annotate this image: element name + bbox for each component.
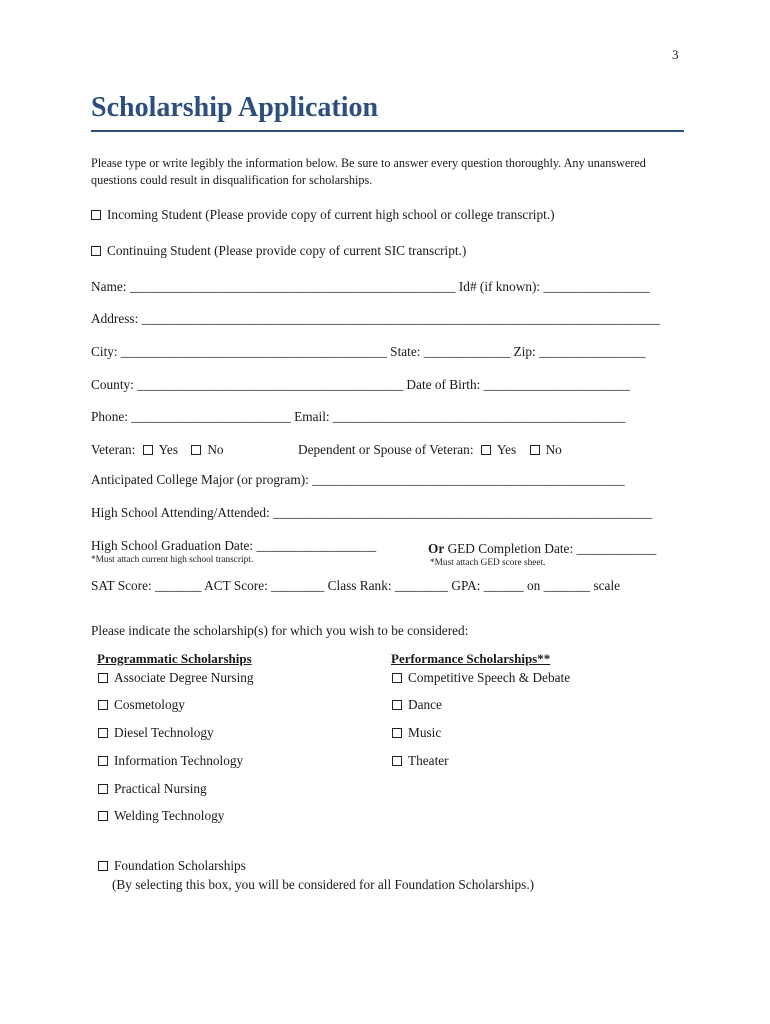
programmatic-heading: Programmatic Scholarships	[97, 651, 252, 666]
dependent-veteran-row	[298, 442, 562, 458]
programmatic-label: Cosmetology	[114, 697, 185, 712]
intro-text: Please type or write legibly the information below. Be sure to answer every question thoroughly. Any unanswered questions could result in disqualification for scholarships.	[91, 156, 646, 187]
performance-item	[392, 670, 570, 686]
incoming-student-checkbox[interactable]	[91, 210, 101, 220]
scholarship-prompt: Please indicate the scholarship(s) for which you wish to be considered:	[91, 623, 469, 638]
performance-label: Competitive Speech & Debate	[408, 670, 571, 685]
foundation-note: (By selecting this box, you will be considered for all Foundation Scholarships.)	[112, 877, 535, 892]
address-field[interactable]: Address: ______________________________________________________________________________	[91, 311, 661, 326]
performance-item	[392, 753, 449, 769]
programmatic-item	[98, 753, 243, 769]
foundation-label: Foundation Scholarships	[114, 858, 246, 873]
hs-transcript-note: *Must attach current high school transcript.	[91, 555, 254, 565]
programmatic-item	[98, 725, 214, 741]
programmatic-label: Information Technology	[114, 753, 244, 768]
performance-heading: Performance Scholarships**	[391, 651, 551, 666]
ged-completion-field[interactable]	[428, 541, 656, 557]
performance-item	[392, 725, 441, 741]
dependent-yes-label: Yes	[496, 442, 517, 457]
performance-checkbox[interactable]	[392, 756, 402, 766]
performance-checkbox[interactable]	[392, 673, 402, 683]
performance-label: Music	[408, 725, 442, 740]
page-title: Scholarship Application	[91, 92, 379, 123]
veteran-no-label: No	[207, 442, 224, 457]
phone-email-field[interactable]: Phone: ________________________ Email: ____________________________________________	[91, 409, 626, 424]
veteran-yes-checkbox[interactable]	[143, 445, 153, 455]
performance-checkbox[interactable]	[392, 728, 402, 738]
high-school-field[interactable]: High School Attending/Attended: _________________________________________________________	[91, 505, 653, 520]
name-id-field[interactable]: Name: _________________________________________________ Id# (if known): ________________	[91, 279, 650, 294]
dependent-no-label: No	[545, 442, 562, 457]
programmatic-item	[98, 808, 224, 824]
hs-graduation-field[interactable]: High School Graduation Date: __________________	[91, 538, 377, 553]
ged-score-note: *Must attach GED score sheet.	[430, 558, 546, 568]
dependent-veteran-label: Dependent or Spouse of Veteran:	[298, 442, 474, 457]
major-field[interactable]: Anticipated College Major (or program): _______________________________________________	[91, 472, 625, 487]
programmatic-label: Practical Nursing	[114, 781, 207, 796]
performance-label: Theater	[408, 753, 449, 768]
ged-completion-label: GED Completion Date: ____________	[447, 541, 657, 556]
programmatic-checkbox[interactable]	[98, 728, 108, 738]
veteran-row	[91, 442, 224, 458]
programmatic-checkbox[interactable]	[98, 673, 108, 683]
foundation-option	[98, 858, 246, 874]
programmatic-label: Welding Technology	[114, 808, 225, 823]
programmatic-item	[98, 781, 207, 797]
scores-field[interactable]: SAT Score: _______ ACT Score: ________ Class Rank: ________ GPA: ______ on _______ scale	[91, 578, 621, 593]
continuing-student-option	[91, 243, 466, 259]
programmatic-label: Associate Degree Nursing	[114, 670, 254, 685]
performance-checkbox[interactable]	[392, 700, 402, 710]
programmatic-label: Diesel Technology	[114, 725, 214, 740]
city-state-zip-field[interactable]: City: ________________________________________ State: _____________ Zip: ________________	[91, 344, 646, 359]
foundation-checkbox[interactable]	[98, 861, 108, 871]
programmatic-item	[98, 670, 254, 686]
ged-or-label: Or	[428, 541, 445, 556]
programmatic-checkbox[interactable]	[98, 700, 108, 710]
title-divider	[91, 130, 684, 132]
continuing-student-label: Continuing Student (Please provide copy of current SIC transcript.)	[107, 243, 467, 258]
incoming-student-option	[91, 207, 555, 223]
continuing-student-checkbox[interactable]	[91, 246, 101, 256]
veteran-label: Veteran:	[91, 442, 136, 457]
page-number: 3	[672, 47, 679, 62]
county-dob-field[interactable]: County: ________________________________________ Date of Birth: ______________________	[91, 377, 630, 392]
incoming-student-label: Incoming Student (Please provide copy of current high school or college transcript.)	[107, 207, 555, 222]
veteran-no-checkbox[interactable]	[191, 445, 201, 455]
performance-item	[392, 697, 442, 713]
dependent-yes-checkbox[interactable]	[481, 445, 491, 455]
veteran-yes-label: Yes	[158, 442, 178, 457]
programmatic-item	[98, 697, 185, 713]
programmatic-checkbox[interactable]	[98, 756, 108, 766]
dependent-no-checkbox[interactable]	[530, 445, 540, 455]
programmatic-checkbox[interactable]	[98, 811, 108, 821]
programmatic-checkbox[interactable]	[98, 784, 108, 794]
performance-label: Dance	[408, 697, 442, 712]
